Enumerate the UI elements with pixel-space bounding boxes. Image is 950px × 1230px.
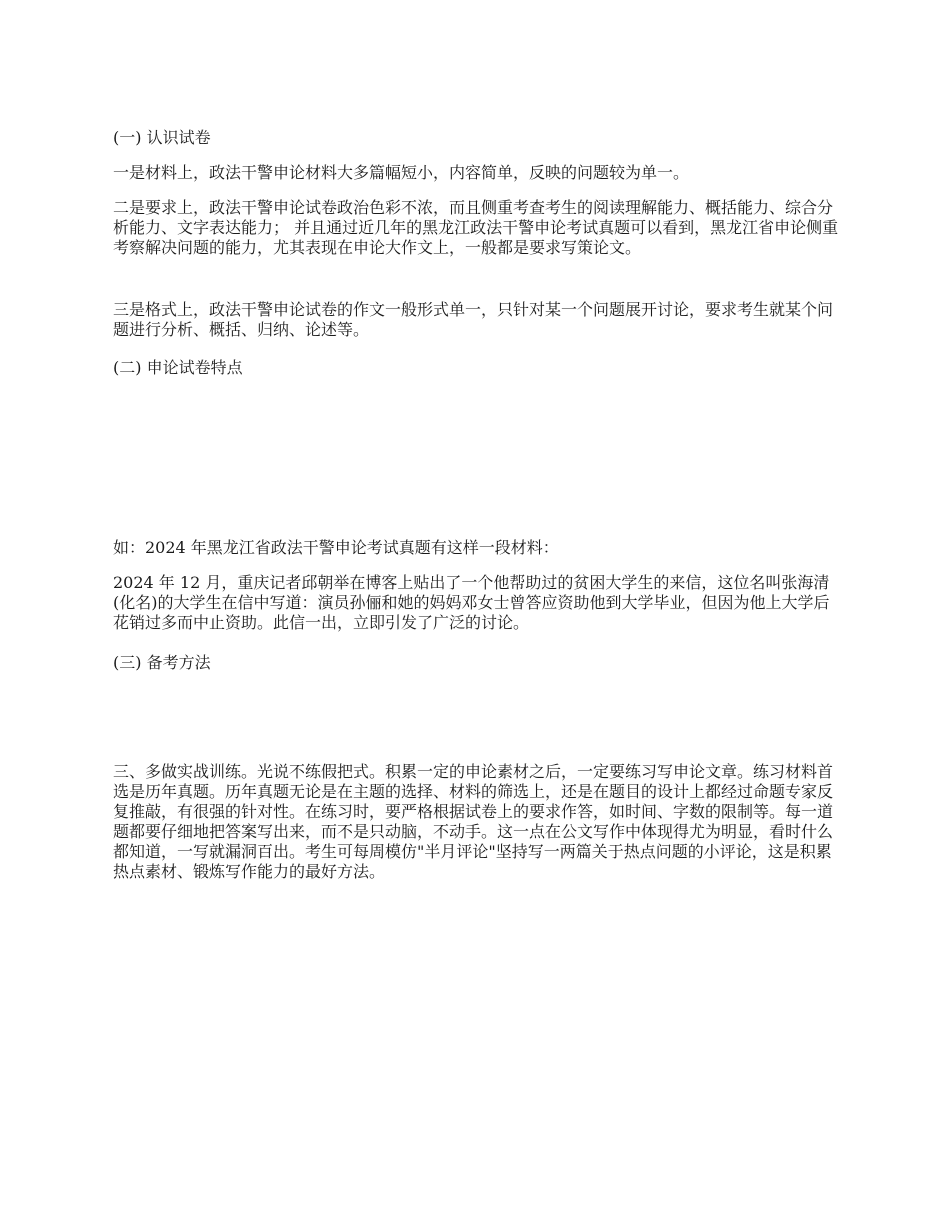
paragraph-example-intro: 如：2024 年黑龙江省政法干警申论考试真题有这样一段材料： [113, 538, 559, 557]
paragraph-format: 三是格式上，政法干警申论试卷的作文一般形式单一，只针对某一个问题展开讨论，要求考生就某个问题进行分析、概括、归纳、论述等。 [113, 300, 834, 339]
section-heading-2: (二) 申论试卷特点 [113, 358, 243, 377]
section-heading-1: (一) 认识试卷 [113, 128, 211, 147]
section-heading-3: (三) 备考方法 [113, 653, 211, 672]
paragraph-practice: 三、多做实战训练。光说不练假把式。积累一定的申论素材之后，一定要练习写申论文章。练习材料首选是历年真题。历年真题无论是在主题的选择、材料的筛选上，还是在题目的设计上都经过命题专家反复推敲，有很强的针对性。在练习时，要严格根据试卷上的要求作答，如时间、字数的限制等。每一道题都要仔细地把答案写出来，而不是只动脑，不动手。这一点在公文写作中体现得尤为明显，看时什么都知道，一写就漏洞百出。考生可每周模仿"半月评论"坚持写一两篇关于热点问题的小评论，这是积累热点素材、锻炼写作能力的最好方法。 [113, 762, 834, 881]
paragraph-materials: 一是材料上，政法干警申论材料大多篇幅短小，内容简单，反映的问题较为单一。 [113, 163, 690, 182]
paragraph-requirements: 二是要求上，政法干警申论试卷政治色彩不浓，而且侧重考查考生的阅读理解能力、概括能力、综合分析能力、文字表达能力； 并且通过近几年的黑龙江政法干警申论考试真题可以看到，黑龙江省申论侧重考察解决问题的能力，尤其表现在申论大作文上，一般都是要求写策论文。 [113, 198, 839, 257]
paragraph-example-material: 2024 年 12 月，重庆记者邱朝举在博客上贴出了一个他帮助过的贫困大学生的来信，这位名叫张海清(化名)的大学生在信中写道：演员孙俪和她的妈妈邓女士曾答应资助他到大学毕业，但因为他上大学后花销过多而中止资助。此信一出，立即引发了广泛的讨论。 [113, 573, 830, 632]
